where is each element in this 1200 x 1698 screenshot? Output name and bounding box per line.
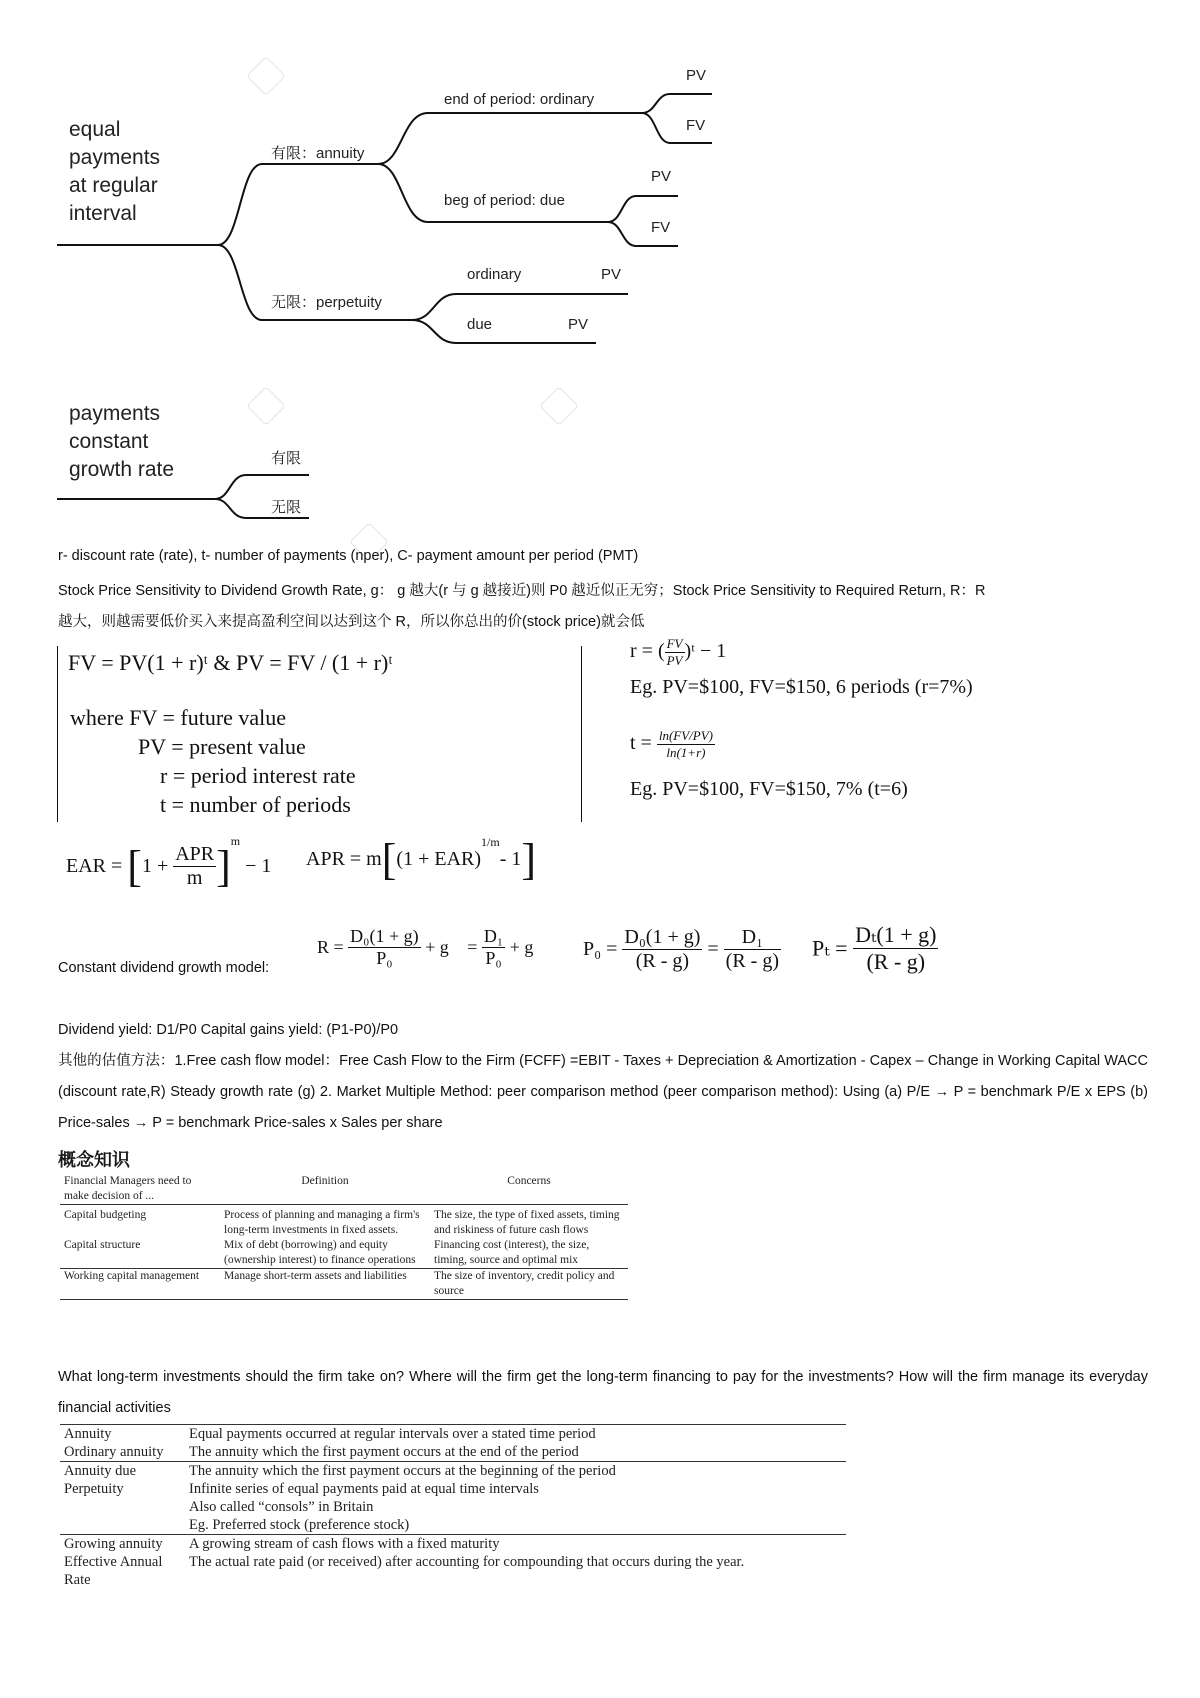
p0-lhs: P₀ = bbox=[583, 938, 618, 960]
definition-cell: A growing stream of cash flows with a fixed maturity bbox=[189, 1536, 500, 1552]
definition-cell: The actual rate paid (or received) after accounting for compounding that occurs during the year. bbox=[189, 1554, 745, 1570]
term-cell: Growing annuity bbox=[64, 1536, 163, 1552]
table-cell: The size of inventory, credit policy and source bbox=[434, 1270, 615, 1297]
mindmap-leaf-fv: FV bbox=[651, 219, 671, 236]
table-row bbox=[60, 1498, 846, 1516]
fraction-numerator: APR bbox=[175, 842, 215, 865]
definition-cell: The annuity which the first payment occurs at the end of the period bbox=[189, 1444, 579, 1460]
ear-one: 1 + bbox=[141, 854, 169, 877]
bracket-close: ] bbox=[521, 835, 537, 884]
finance-questions: What long-term investments should the firm take on? Where will the firm get the long-term financing to pay for the investments? How will the firm manage its everyday financial activities bbox=[58, 1369, 1148, 1416]
mindmap-root-line: equal bbox=[69, 118, 121, 141]
fraction-denominator: PV bbox=[666, 653, 683, 668]
fraction-numerator: Dₜ(1 + g) bbox=[855, 922, 937, 947]
table-cell: Working capital management bbox=[64, 1270, 200, 1282]
apr-over-m-fraction bbox=[173, 843, 216, 890]
watermark-mark bbox=[246, 386, 286, 426]
fraction-denominator: (R - g) bbox=[635, 950, 690, 972]
cdg-required-return-formula bbox=[317, 926, 533, 969]
definition-cell: The annuity which the first payment occurs at the beginning of the period bbox=[189, 1463, 616, 1479]
table-header: Concerns bbox=[507, 1175, 551, 1187]
rate-formula-tail: ᵗ − 1 bbox=[691, 640, 727, 663]
pt-fraction bbox=[853, 922, 938, 975]
nper-formula-lhs: t = bbox=[630, 732, 652, 755]
apr-body: (1 + EAR) bbox=[396, 848, 482, 870]
ear-exponent: m bbox=[230, 834, 241, 848]
table-row bbox=[60, 1516, 846, 1535]
definition-cell: Infinite series of equal payments paid at equal time intervals bbox=[189, 1481, 539, 1497]
mindmap-node-infinite: 无限 bbox=[271, 499, 302, 516]
rate-example: Eg. PV=$100, FV=$150, 6 periods (r=7%) bbox=[630, 676, 973, 698]
note-variables: r- discount rate (rate), t- number of payments (nper), C- payment amount per period (PMT) bbox=[58, 548, 639, 564]
cdg-plus-g: + g bbox=[509, 937, 534, 957]
fraction-denominator: (R - g) bbox=[725, 950, 779, 972]
mindmap-leaf-pv: PV bbox=[601, 266, 622, 283]
rate-formula-open: r = ( bbox=[630, 640, 665, 663]
mindmap-node-perpetuity: 无限：perpetuity bbox=[271, 294, 382, 311]
where-pv: PV = present value bbox=[138, 734, 306, 759]
definition-cell: Equal payments occurred at regular intervals over a stated time period bbox=[189, 1426, 596, 1442]
apr-exponent: 1/m bbox=[481, 835, 500, 850]
mindmap-leaf-pv: PV bbox=[568, 316, 589, 333]
cdg-equals: = bbox=[467, 937, 478, 957]
note-sensitivity-1: Stock Price Sensitivity to Dividend Growth Rate, g： g 越大(r 与 g 越接近)则 P0 越近似正无穷；Stock Price Sensitivity to Required Return, R：R bbox=[58, 583, 986, 599]
table-row bbox=[60, 1553, 846, 1589]
fraction-numerator: D₁ bbox=[483, 926, 504, 946]
bracket-open: [ bbox=[381, 835, 397, 884]
term-cell bbox=[60, 1516, 185, 1535]
table-cell: Mix of debt (borrowing) and equity (ownership interest) to finance operations bbox=[224, 1239, 416, 1266]
mindmap-node-ordinary: ordinary bbox=[467, 266, 522, 283]
nper-formula bbox=[630, 728, 715, 761]
cdg-r-lhs: R = bbox=[317, 937, 344, 957]
fraction-denominator: ln(1+r) bbox=[666, 745, 706, 760]
yields-line: Dividend yield: D1/P0 Capital gains yield: (P1-P0)/P0 bbox=[58, 1022, 399, 1038]
where-r: r = period interest rate bbox=[160, 763, 356, 788]
where-fv: where FV = future value bbox=[70, 705, 287, 730]
term-cell bbox=[60, 1498, 185, 1516]
p0-fraction bbox=[724, 926, 781, 973]
fraction-numerator: D₀(1 + g) bbox=[624, 926, 701, 948]
bracket-close: ] bbox=[216, 841, 231, 891]
definition-cell: Eg. Preferred stock (preference stock) bbox=[189, 1517, 410, 1533]
table-row bbox=[60, 1238, 628, 1269]
p0-fraction bbox=[622, 926, 702, 973]
table-cell: Capital budgeting bbox=[64, 1209, 147, 1221]
mindmap-leaf-pv: PV bbox=[686, 67, 707, 84]
nper-example: Eg. PV=$100, FV=$150, 7% (t=6) bbox=[630, 778, 908, 800]
ear-lhs: EAR = bbox=[66, 854, 123, 877]
mindmap-leaf-fv: FV bbox=[686, 117, 706, 134]
cdg-fraction bbox=[482, 926, 505, 969]
fraction-numerator: ln(FV/PV) bbox=[658, 728, 713, 743]
apr-lhs: APR = m bbox=[306, 848, 382, 870]
table-row bbox=[60, 1443, 846, 1462]
ear-formula bbox=[66, 834, 271, 892]
apr-formula bbox=[306, 834, 536, 885]
mindmap-node-annuity: 有限：annuity bbox=[271, 145, 365, 162]
table-row bbox=[60, 1480, 846, 1498]
table-header: Financial Managers need to make decision of ... bbox=[64, 1175, 192, 1202]
fraction-numerator: D₁ bbox=[724, 926, 781, 950]
bracket-open: [ bbox=[127, 841, 142, 891]
term-cell: Annuity bbox=[64, 1426, 112, 1442]
cdg-label: Constant dividend growth model: bbox=[58, 960, 270, 976]
fraction-denominator: m bbox=[186, 866, 203, 889]
fraction-denominator: P₀ bbox=[376, 948, 393, 968]
table-row bbox=[60, 1425, 846, 1444]
other-valuation-methods: 其他的估值方法：1.Free cash flow model：Free Cash Flow to the Firm (FCFF) =EBIT - Taxes + Depreciation & Amortization - Capex – Change in Working Capital WACC (discount rate,R) Steady growth rate (g) 2. Market Multiple Method: peer comparison method (peer comparison method): Using (a) P/E → P = benchmark P/E x EPS (b) Price-sales → P = benchmark Price-sales x Sales per share bbox=[58, 1053, 1148, 1131]
mindmap-leaf-pv: PV bbox=[651, 168, 672, 185]
table-cell: The size, the type of fixed assets, timing and riskiness of future cash flows bbox=[434, 1209, 620, 1236]
cdg-plus-g: + g bbox=[425, 937, 449, 957]
mindmap-root-line: at regular bbox=[69, 174, 158, 197]
fraction-numerator: FV bbox=[666, 636, 683, 651]
mindmap-node-ordinary-end: end of period: ordinary bbox=[444, 91, 595, 108]
table-row bbox=[60, 1269, 628, 1300]
term-cell: Annuity due bbox=[64, 1463, 137, 1479]
where-t: t = number of periods bbox=[160, 792, 351, 817]
ear-tail: − 1 bbox=[245, 854, 272, 877]
pt-lhs: Pₜ = bbox=[812, 935, 848, 961]
fraction-denominator: P₀ bbox=[485, 948, 502, 968]
table-cell: Manage short-term assets and liabilities bbox=[224, 1270, 407, 1282]
apr-tail: - 1 bbox=[499, 848, 522, 870]
table-row bbox=[60, 1535, 846, 1554]
note-sensitivity-2: 越大，则越需要低价买入来提高盈利空间以达到这个 R，所以你总出的价(stock price)就会低 bbox=[58, 614, 645, 630]
mindmap-node-finite: 有限 bbox=[271, 450, 302, 467]
mindmap-root-line: interval bbox=[69, 202, 137, 225]
table-row bbox=[60, 1462, 846, 1481]
rate-formula bbox=[630, 636, 726, 669]
watermark-mark bbox=[539, 386, 579, 426]
mindmap-root-growth bbox=[69, 400, 174, 484]
p0-equals: = bbox=[707, 938, 719, 960]
fraction-numerator: D₀(1 + g) bbox=[350, 926, 419, 946]
mindmap-root-line: growth rate bbox=[69, 458, 175, 481]
table-row bbox=[60, 1205, 628, 1239]
mindmap-root-equal-payments bbox=[69, 116, 160, 228]
mindmap-root-line: payments bbox=[69, 146, 161, 169]
formula-box-right-rule bbox=[581, 646, 582, 822]
term-cell: Perpetuity bbox=[64, 1481, 124, 1497]
cdg-pt-formula bbox=[812, 922, 938, 975]
table-cell: Financing cost (interest), the size, timing, source and optimal mix bbox=[434, 1239, 590, 1266]
fraction-denominator: (R - g) bbox=[866, 949, 926, 974]
fv-over-pv-fraction bbox=[665, 636, 685, 669]
cdg-price-formula bbox=[583, 926, 781, 973]
term-cell: Effective Annual Rate bbox=[64, 1554, 163, 1588]
mindmap-root-line: constant bbox=[69, 430, 149, 453]
rate-formula-close: ) bbox=[684, 640, 692, 663]
annuity-definitions-table bbox=[60, 1424, 846, 1589]
financial-decisions-table bbox=[60, 1174, 628, 1300]
mindmap-node-due: due bbox=[467, 316, 493, 333]
cdg-fraction bbox=[348, 926, 420, 969]
mindmap-node-due-beg: beg of period: due bbox=[444, 192, 565, 209]
section-heading-concepts: 概念知识 bbox=[58, 1150, 130, 1171]
table-cell: Process of planning and managing a firm's long-term investments in fixed assets. bbox=[224, 1209, 420, 1236]
mindmap-root-line: payments bbox=[69, 402, 161, 425]
definition-cell: Also called “consols” in Britain bbox=[189, 1499, 374, 1515]
nper-fraction bbox=[657, 728, 715, 761]
formula-box-left-rule bbox=[57, 646, 58, 822]
table-header: Definition bbox=[301, 1175, 349, 1187]
table-cell: Capital structure bbox=[64, 1239, 141, 1251]
term-cell: Ordinary annuity bbox=[64, 1444, 164, 1460]
fv-pv-formula: FV = PV(1 + r)ᵗ & PV = FV / (1 + r)ᵗ bbox=[68, 650, 393, 675]
